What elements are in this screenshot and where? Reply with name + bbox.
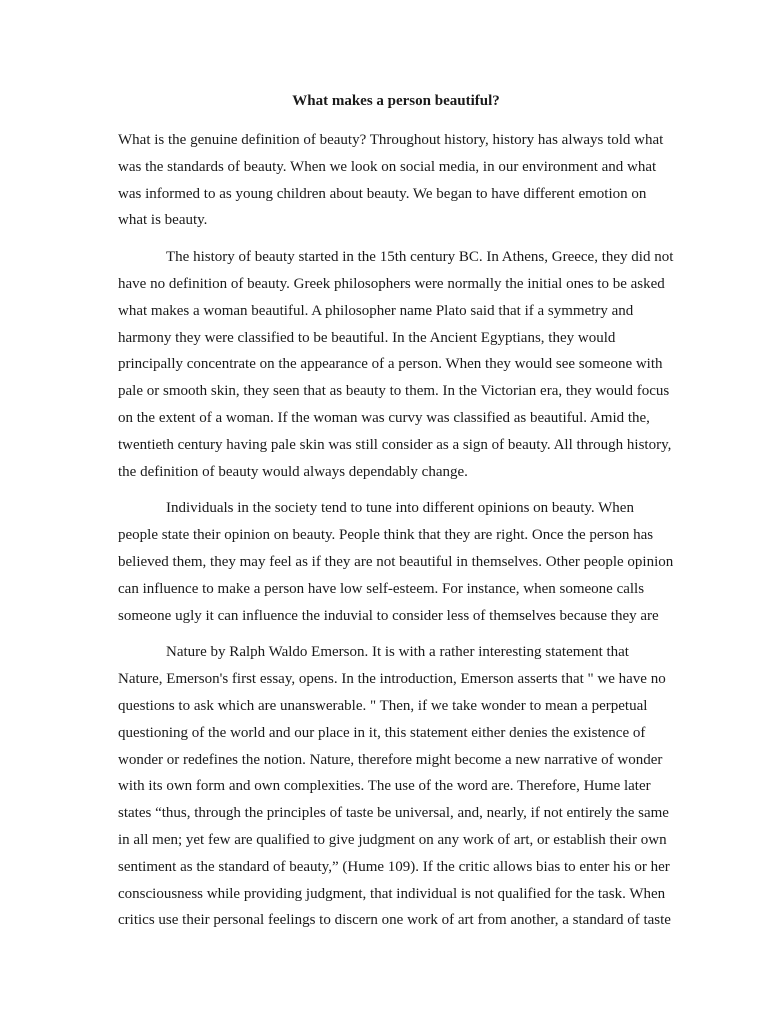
paragraph-2: The history of beauty started in the 15th century BC. In Athens, Greece, they did not have no definition of beauty. Greek philosophers were normally the initial ones to be asked what makes a woman beautiful. A philosopher name Plato said that if a symmetry and harmony they were classified to be beautiful. In the Ancient Egyptians, they would principally concentrate on the appearance of a person. When they would see someone with pale or smooth skin, they seen that as beauty to them. In the Victorian era, they would focus on the extent of a woman. If the woman was curvy was classified as beautiful. Amid the, twentieth century having pale skin was still consider as a sign of beauty. All through history, the definition of beauty would always dependably change. [118, 249, 674, 480]
document-page [118, 88, 674, 944]
paragraph-4: Nature by Ralph Waldo Emerson. It is with a rather interesting statement that Nature, Emerson's first essay, opens. In the introduction, Emerson asserts that " we have no questions to ask which are unanswerable. " Then, if we take wonder to mean a perpetual questioning of the world and our place in it, this statement either denies the existence of wonder or redefines the notion. Nature, therefore might become a new narrative of wonder with its own form and own complexities. The use of the word are. Therefore, Hume later states “thus, through the principles of taste be universal, and, nearly, if not entirely the same in all men; yet few are qualified to give judgment on any work of art, or establish their own sentiment as the standard of beauty,” (Hume 109). If the critic allows bias to enter his or her consciousness while providing judgment, that individual is not qualified for the task. When critics use their personal feelings to discern one work of art from another, a standard of taste [118, 644, 671, 929]
paragraph-1: What is the genuine definition of beauty? Throughout history, history has always told what was the standards of beauty. When we look on social media, in our environment and what was informed to as young children about beauty. We began to have different emotion on what is beauty. [118, 132, 664, 229]
paragraph-3: Individuals in the society tend to tune into different opinions on beauty. When people state their opinion on beauty. People think that they are right. Once the person has believed them, they may feel as if they are not beautiful in themselves. Other people opinion can influence to make a person have low self-esteem. For instance, when someone calls someone ugly it can influence the induvial to consider less of themselves because they are [118, 500, 674, 624]
document-title: What makes a person beautiful? [292, 93, 500, 109]
